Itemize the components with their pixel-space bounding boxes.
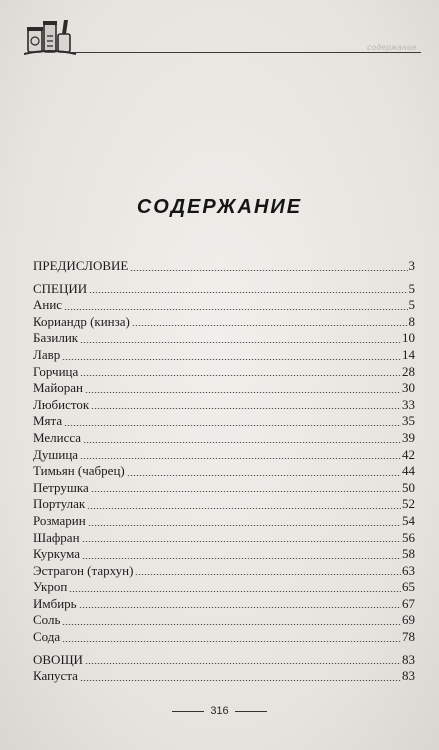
toc-page-number: 5 — [408, 297, 415, 313]
toc-page-number: 14 — [402, 346, 415, 362]
toc-section-entry[interactable] — [33, 281, 415, 298]
dot-leader — [88, 525, 401, 526]
toc-entry-title: Душица — [33, 446, 79, 462]
toc-entry-title: ПРЕДИСЛОВИЕ — [33, 258, 129, 273]
header-rule — [72, 52, 421, 53]
dot-leader — [62, 359, 401, 360]
toc-entry-title: Любисток — [33, 396, 90, 412]
toc-entry-title: Имбирь — [33, 595, 77, 611]
toc-entry[interactable] — [33, 413, 415, 430]
dot-leader — [87, 508, 401, 509]
footer-dash-right — [235, 711, 267, 712]
toc-page-number: 44 — [402, 463, 415, 479]
toc-entry[interactable] — [33, 612, 415, 629]
toc-entry[interactable] — [33, 430, 415, 447]
toc-entry-title: Мята — [33, 413, 63, 429]
toc-page-number: 52 — [402, 496, 415, 512]
toc-entry-title: Эстрагон (тархун) — [33, 562, 134, 578]
toc-entry[interactable] — [33, 364, 415, 381]
toc-page-number: 67 — [402, 595, 415, 611]
toc-page-number: 3 — [408, 258, 415, 273]
toc-page-number: 58 — [402, 546, 415, 562]
dot-leader — [91, 408, 401, 409]
toc-entry[interactable] — [33, 397, 415, 414]
toc-entry[interactable] — [33, 596, 415, 613]
toc-entry-title: Портулак — [33, 496, 86, 512]
toc-entry[interactable] — [33, 447, 415, 464]
toc-entry-title: Кориандр (кинза) — [33, 313, 130, 329]
dot-leader — [64, 425, 401, 426]
dot-leader — [130, 270, 407, 271]
dot-leader — [82, 541, 401, 542]
dot-leader — [79, 607, 401, 608]
toc-entry[interactable] — [33, 530, 415, 547]
dot-leader — [80, 375, 401, 376]
toc-entry-title: Майоран — [33, 380, 84, 396]
running-header: содержание — [367, 43, 417, 52]
dot-leader — [89, 292, 407, 293]
table-of-contents — [33, 258, 415, 685]
toc-page-number: 39 — [402, 429, 415, 445]
dot-leader — [132, 325, 408, 326]
dot-leader — [91, 491, 401, 492]
toc-page-number: 50 — [402, 479, 415, 495]
toc-entry[interactable] — [33, 314, 415, 331]
toc-entry-title: Соль — [33, 612, 61, 628]
toc-entry-title: Шафран — [33, 529, 80, 545]
toc-entry-title: Лавр — [33, 346, 61, 362]
toc-entry[interactable] — [33, 563, 415, 580]
page-title: СОДЕРЖАНИЕ — [136, 196, 303, 218]
toc-page-number: 5 — [408, 280, 415, 296]
dot-leader — [85, 663, 401, 664]
toc-entry[interactable] — [33, 513, 415, 530]
toc-page-number: 56 — [402, 529, 415, 545]
toc-entry[interactable] — [33, 496, 415, 513]
toc-entry-title: Тимьян (чабрец) — [33, 463, 125, 479]
toc-entry-title: Мелисса — [33, 429, 82, 445]
toc-section-entry[interactable] — [33, 258, 415, 275]
toc-page-number: 69 — [402, 612, 415, 628]
toc-page-number: 8 — [408, 313, 415, 329]
toc-entry-title: Анис — [33, 297, 63, 313]
toc-entry-title: Куркума — [33, 546, 81, 562]
toc-entry[interactable] — [33, 330, 415, 347]
toc-page-number: 83 — [402, 668, 415, 684]
toc-entry-title: Капуста — [33, 668, 78, 684]
toc-entry[interactable] — [33, 579, 415, 596]
page-footer — [0, 705, 439, 717]
toc-entry-title: Базилик — [33, 330, 79, 346]
toc-page-number: 78 — [402, 629, 415, 645]
toc-page-number: 35 — [402, 413, 415, 429]
toc-section-entry[interactable] — [33, 652, 415, 669]
toc-entry-title: Горчица — [33, 363, 79, 379]
toc-entry[interactable] — [33, 463, 415, 480]
toc-entry[interactable] — [33, 546, 415, 563]
toc-page-number: 63 — [402, 562, 415, 578]
dot-leader — [62, 624, 401, 625]
toc-page-number: 83 — [402, 651, 415, 667]
dot-leader — [69, 591, 401, 592]
dot-leader — [64, 309, 407, 310]
dot-leader — [82, 558, 401, 559]
toc-page-number: 42 — [402, 446, 415, 462]
toc-entry[interactable] — [33, 297, 415, 314]
dot-leader — [83, 442, 401, 443]
footer-dash-left — [172, 711, 204, 712]
toc-page-number: 54 — [402, 512, 415, 528]
toc-page-number: 30 — [402, 380, 415, 396]
toc-entry-title: ОВОЩИ — [33, 651, 83, 667]
show-through-text — [28, 70, 425, 83]
toc-entry-title: Розмарин — [33, 512, 86, 528]
toc-entry[interactable] — [33, 380, 415, 397]
dot-leader — [80, 680, 401, 681]
toc-page-number: 10 — [402, 330, 415, 346]
toc-entry-title: Петрушка — [33, 479, 89, 495]
toc-entry[interactable] — [33, 347, 415, 364]
dot-leader — [80, 342, 401, 343]
toc-page-number: 33 — [402, 396, 415, 412]
toc-entry[interactable] — [33, 668, 415, 685]
toc-entry-title: СПЕЦИИ — [33, 280, 88, 296]
kitchen-jars-icon — [22, 14, 78, 60]
dot-leader — [135, 574, 401, 575]
dot-leader — [85, 392, 401, 393]
toc-entry[interactable] — [33, 629, 415, 646]
dot-leader — [127, 475, 401, 476]
dot-leader — [80, 458, 401, 459]
page-number: 316 — [210, 705, 229, 717]
toc-page-number: 28 — [402, 363, 415, 379]
toc-entry-title: Укроп — [33, 579, 68, 595]
dot-leader — [62, 641, 401, 642]
toc-entry[interactable] — [33, 480, 415, 497]
toc-page-number: 65 — [402, 579, 415, 595]
toc-entry-title: Сода — [33, 629, 61, 645]
